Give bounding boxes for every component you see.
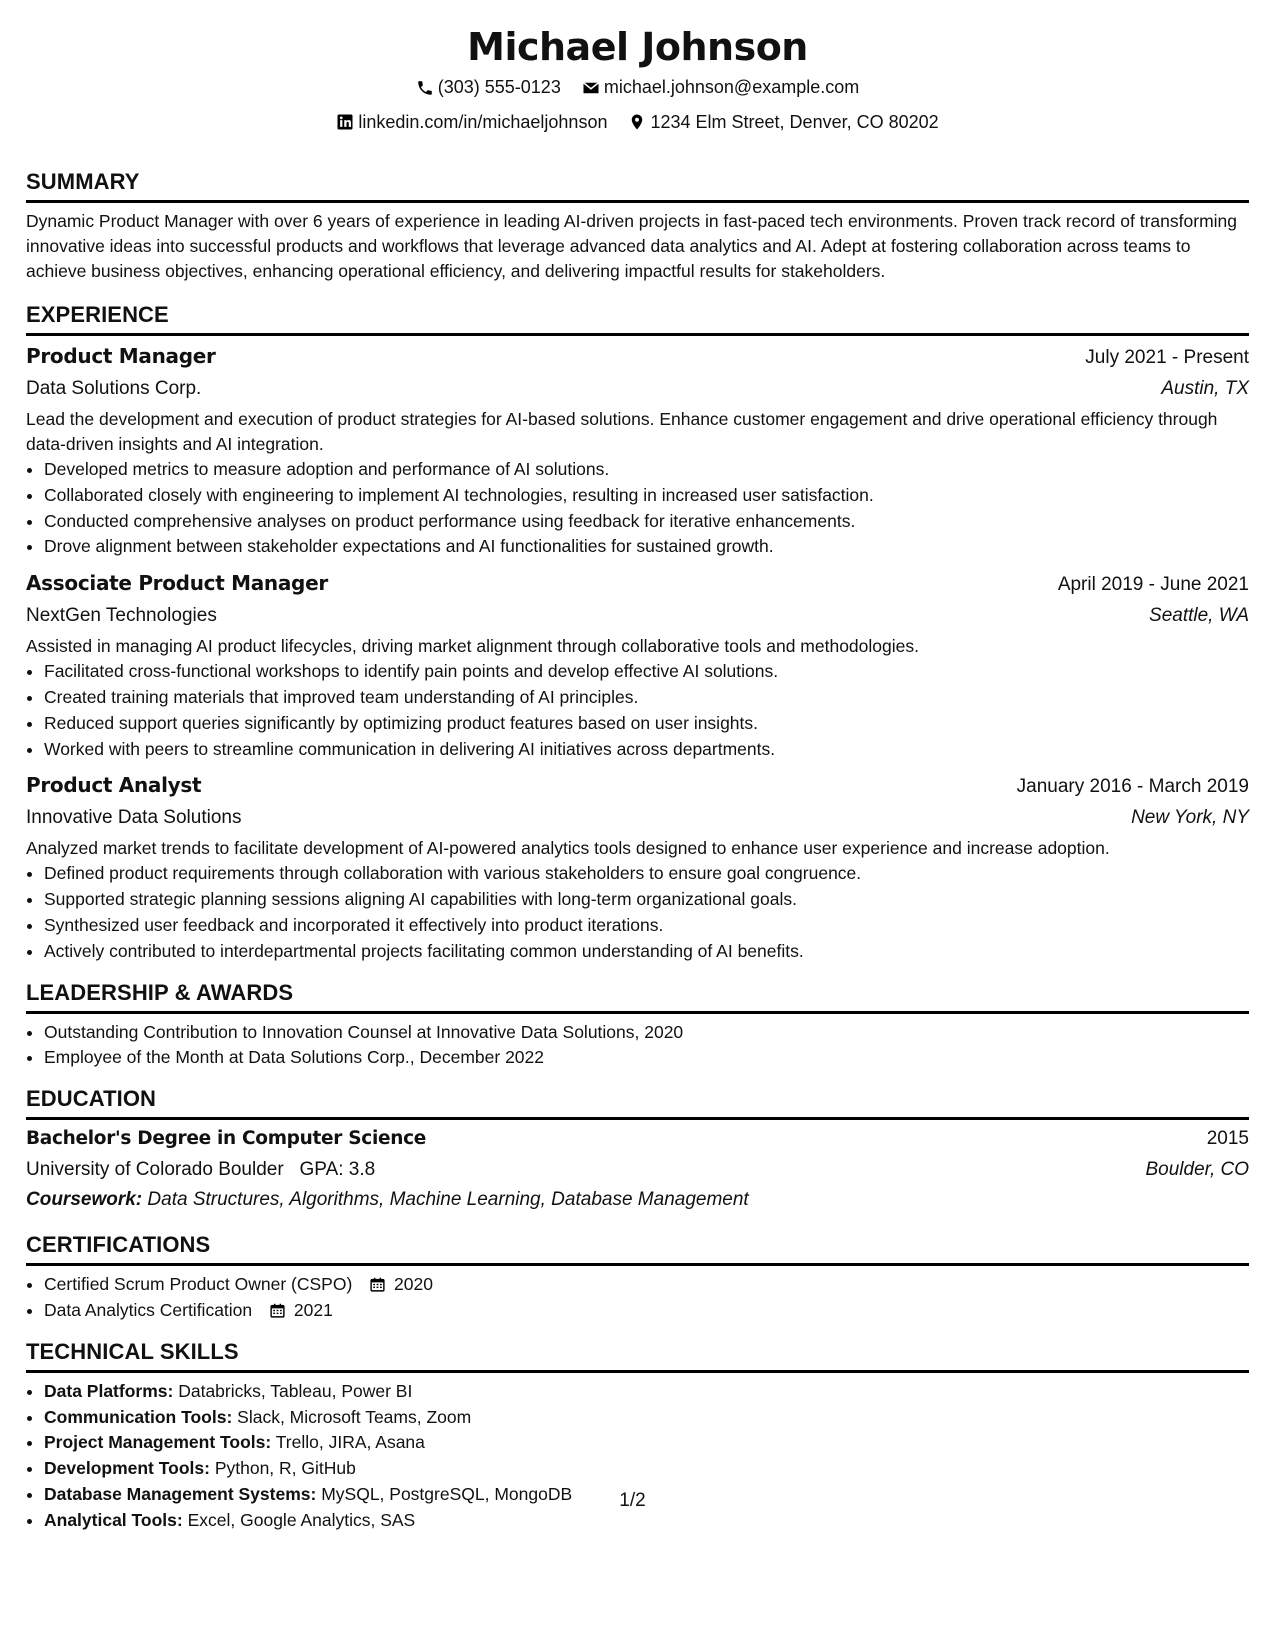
coursework-list: Data Structures, Algorithms, Machine Learning, Database Management [147,1189,749,1211]
job-entry [26,770,1249,964]
skill-value: Trello, JIRA, Asana [275,1432,425,1453]
degree-title: Bachelor's Degree in Computer Science [26,1128,427,1150]
skill-value: MySQL, PostgreSQL, MongoDB [321,1483,573,1504]
section-title-education: EDUCATION [26,1087,1249,1120]
job-bullets [26,457,1249,560]
list-item: • Supported strategic planning sessions aligning AI capabilities with long-term organizational goals. [44,887,1249,913]
contact-line-2 [26,107,1249,142]
list-item: • Reduced support queries significantly by optimizing product features based on user insights. [44,711,1249,737]
job-company: Data Solutions Corp. [26,378,202,399]
phone-contact [416,72,561,103]
linkedin-contact[interactable] [336,107,607,138]
resume-page [26,0,1249,1534]
job-date: April 2019 - June 2021 [1057,574,1249,596]
list-item: • Drove alignment between stakeholder expectations and AI functionalities for sustained growth. [44,534,1249,560]
job-date: January 2016 - March 2019 [1016,776,1249,798]
skill-label: Project Management Tools: [44,1432,272,1453]
job-location: Austin, TX [1161,378,1249,399]
leadership-section [26,981,1249,1072]
list-item [44,1272,1249,1298]
phone-text: (303) 555-0123 [437,77,561,97]
cert-year: 2021 [293,1299,333,1320]
leadership-list [26,1020,1249,1072]
skill-label: Analytical Tools: [44,1509,183,1530]
school-location: Boulder, CO [1145,1159,1249,1181]
address-contact [628,107,938,138]
list-item: • Synthesized user feedback and incorporated it effectively into product iterations. [44,913,1249,939]
coursework-line [26,1185,1249,1215]
skill-label: Development Tools: [44,1458,210,1479]
job-company: NextGen Technologies [26,605,217,627]
job-entry [26,341,1249,560]
calendar-icon [269,1302,286,1319]
linkedin-icon [336,113,354,131]
list-item [44,1379,1249,1405]
map-pin-icon [628,113,646,131]
list-item: • Worked with peers to streamline communication in delivering AI initiatives across departments. [44,737,1249,763]
address-text: 1234 Elm Street, Denver, CO 80202 [650,111,939,132]
candidate-name: Michael Johnson [467,25,808,69]
summary-text: Dynamic Product Manager with over 6 years of experience in leading AI-driven projects in fast-paced tech environments. Proven track record of transforming innovative ideas into successful products and workflows that leverage advanced data analytics and AI. Adept at fostering collaboration across teams to achieve business objectives, enhancing operational efficiency, and delivering impactful results for stakeholders. [26,211,1237,281]
certifications-list [26,1272,1249,1324]
skill-value: Python, R, GitHub [214,1458,356,1479]
graduation-year: 2015 [1206,1128,1249,1150]
list-item [44,1430,1249,1456]
phone-icon [416,79,434,97]
school-name: University of Colorado Boulder [26,1159,284,1181]
job-bullets [26,861,1249,964]
list-item: • Outstanding Contribution to Innovation Counsel at Innovative Data Solutions, 2020 [44,1020,1249,1046]
experience-section [26,303,1249,965]
job-date: July 2021 - Present [1085,347,1249,368]
job-location: Seattle, WA [1149,605,1249,627]
school-line [26,1154,375,1185]
linkedin-text: linkedin.com/in/michaeljohnson [358,111,608,132]
list-item [44,1456,1249,1482]
job-company: Innovative Data Solutions [26,807,242,829]
list-item: • Employee of the Month at Data Solutions Corp., December 2022 [44,1045,1249,1071]
job-location: New York, NY [1131,807,1249,829]
list-item [44,1298,1249,1324]
skill-value: Slack, Microsoft Teams, Zoom [237,1406,472,1427]
job-role: Product Manager [26,344,216,368]
section-title-leadership: LEADERSHIP & AWARDS [26,981,1249,1014]
list-item: • Collaborated closely with engineering to implement AI technologies, resulting in increased user satisfaction. [44,483,1249,509]
job-description: Lead the development and execution of product strategies for AI-based solutions. Enhance customer engagement and drive operational efficiency through data-driven insights and AI integration. [26,409,1218,454]
section-title-certifications: CERTIFICATIONS [26,1233,1249,1266]
calendar-icon [369,1276,386,1293]
list-item: • Developed metrics to measure adoption and performance of AI solutions. [44,457,1249,483]
gpa: GPA: 3.8 [299,1159,376,1181]
email-contact[interactable] [582,72,859,103]
certifications-section [26,1233,1249,1324]
skill-label: Communication Tools: [44,1406,233,1427]
coursework-label: Coursework: [26,1189,143,1211]
skill-label: Data Platforms: [44,1380,174,1401]
cert-name: Data Analytics Certification [44,1299,253,1320]
section-title-skills: TECHNICAL SKILLS [26,1340,1249,1373]
job-bullets [26,659,1249,762]
list-item: • Conducted comprehensive analyses on product performance using feedback for iterative enhancements. [44,509,1249,535]
skill-value: Excel, Google Analytics, SAS [187,1509,416,1530]
list-item: • Defined product requirements through collaboration with various stakeholders to ensure goal congruence. [44,861,1249,887]
list-item: • Actively contributed to interdepartmental projects facilitating common understanding of AI benefits. [44,939,1249,965]
list-item: • Created training materials that improved team understanding of AI principles. [44,685,1249,711]
skill-label: Database Management Systems: [44,1483,317,1504]
cert-year: 2020 [394,1274,433,1295]
job-role: Associate Product Manager [26,571,328,596]
cert-name: Certified Scrum Product Owner (CSPO) [44,1274,353,1295]
skill-value: Databricks, Tableau, Power BI [178,1380,413,1401]
summary-section [26,170,1249,284]
job-role: Product Analyst [26,773,202,798]
section-title-experience: EXPERIENCE [26,303,1249,336]
job-description: Analyzed market trends to facilitate development of AI-powered analytics tools designed to enhance user experience and increase adoption. [26,838,1110,859]
contact-line-1 [26,72,1249,107]
envelope-icon [582,79,600,97]
page-number: 1/2 [619,1490,646,1511]
section-title-summary: SUMMARY [26,170,1249,203]
list-item [44,1405,1249,1431]
education-section [26,1087,1249,1215]
job-entry [26,568,1249,762]
list-item: • Facilitated cross-functional workshops to identify pain points and develop effective AI solutions. [44,659,1249,685]
job-description: Assisted in managing AI product lifecycles, driving market alignment through collaborative tools and methodologies. [26,636,919,657]
email-text: michael.johnson@example.com [603,77,860,97]
